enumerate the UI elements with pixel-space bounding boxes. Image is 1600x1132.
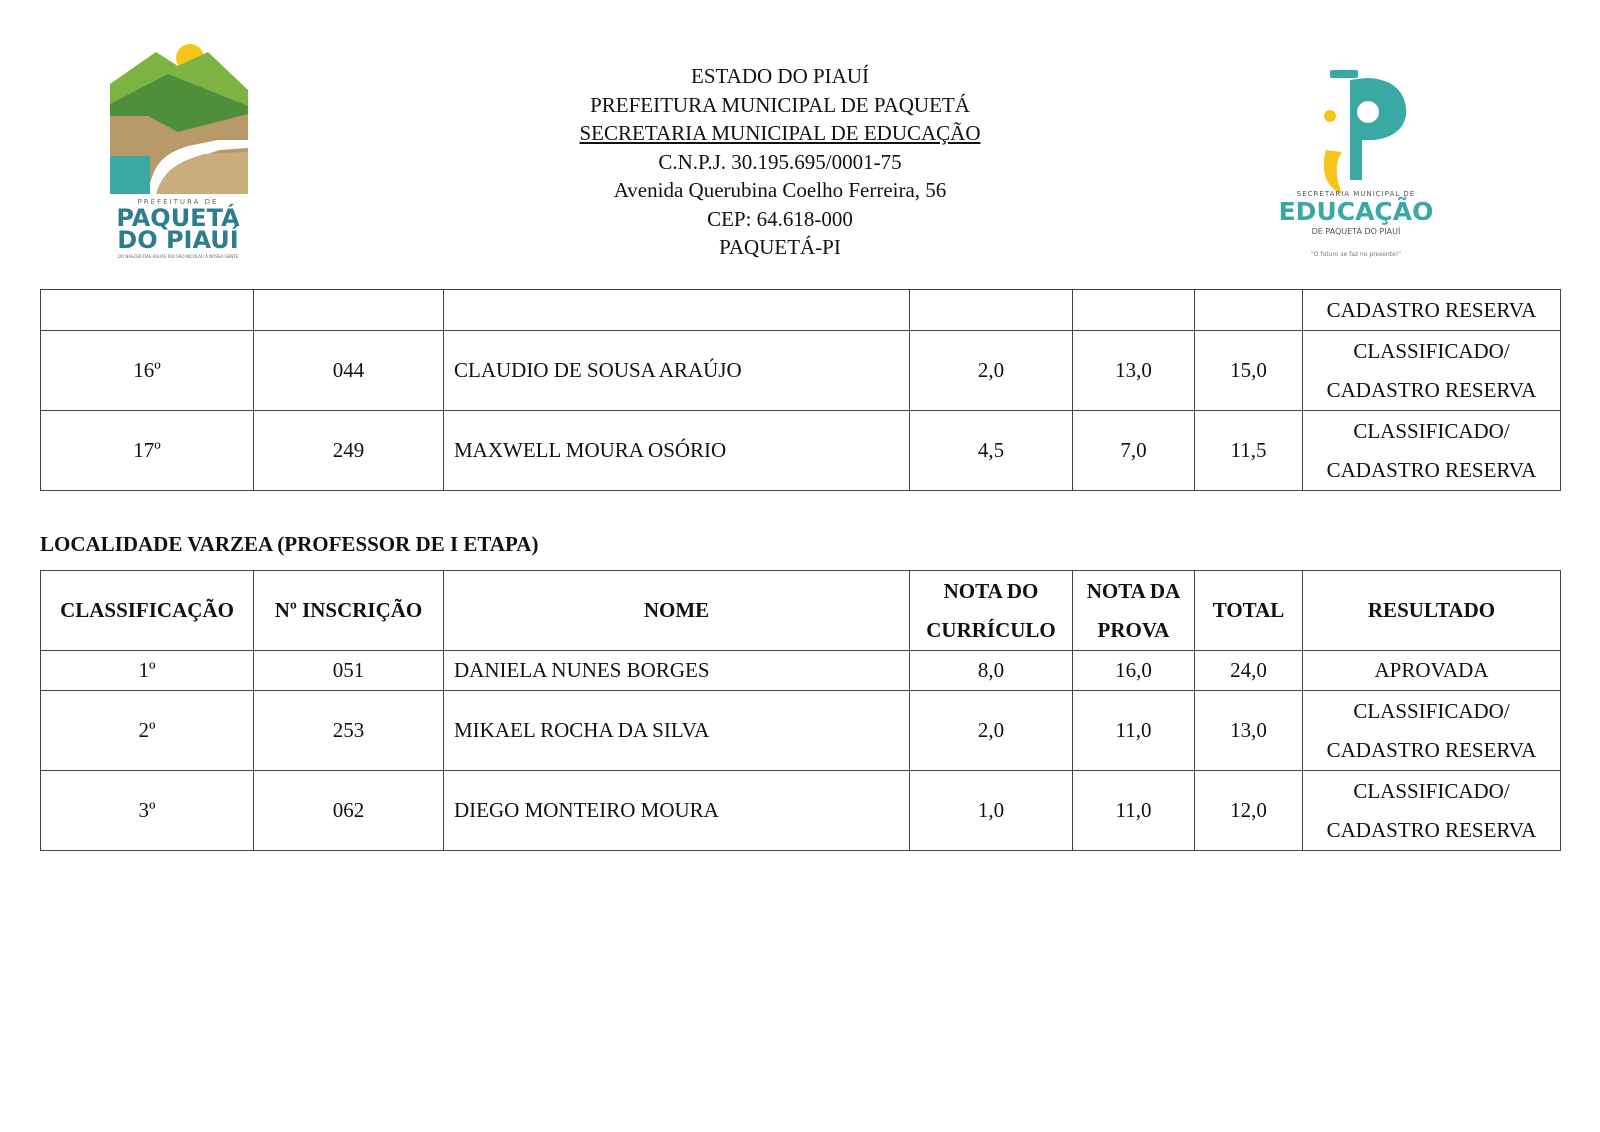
header-name: NOME: [444, 571, 910, 651]
cep: CEP: 64.618-000: [707, 206, 853, 231]
svg-text:PREFEITURA DE: PREFEITURA DE: [137, 198, 219, 206]
secretariat-name: SECRETARIA MUNICIPAL DE EDUCAÇÃO: [579, 121, 981, 145]
table-row: [41, 290, 1561, 331]
curriculum-score-cell: 1,0: [910, 771, 1073, 851]
logo-landscape-emblem: [108, 44, 248, 264]
result-line-2: CADASTRO RESERVA: [1326, 817, 1537, 842]
curriculum-score-cell: 2,0: [910, 691, 1073, 771]
name-cell: CLAUDIO DE SOUSA ARAÚJO: [444, 331, 910, 411]
results-table-varzea: [40, 570, 1561, 851]
paqueta-municipality-logo: [108, 44, 248, 264]
total-cell: 13,0: [1195, 691, 1303, 771]
total-cell: 15,0: [1195, 331, 1303, 411]
result-line-2: CADASTRO RESERVA: [1326, 377, 1537, 402]
curriculum-score-cell: 4,5: [910, 411, 1073, 491]
table-header-row: [41, 571, 1561, 651]
exam-score-cell: 7,0: [1073, 411, 1195, 491]
svg-text:"O futuro se faz no presente!": "O futuro se faz no presente!": [1311, 251, 1401, 258]
curriculum-score-cell: 2,0: [910, 331, 1073, 411]
svg-text:SECRETARIA MUNICIPAL DE: SECRETARIA MUNICIPAL DE: [1296, 190, 1416, 198]
position-cell: 17º: [41, 411, 254, 491]
result-cell: [1303, 331, 1561, 411]
svg-text:PAQUETÁ: PAQUETÁ: [116, 204, 240, 232]
result-cell: [1303, 411, 1561, 491]
total-cell: 24,0: [1195, 651, 1303, 691]
total-cell: 11,5: [1195, 411, 1303, 491]
result-line-1: CLASSIFICADO/: [1353, 338, 1510, 363]
name-cell: DANIELA NUNES BORGES: [444, 651, 910, 691]
curriculum-score-cell: 8,0: [910, 651, 1073, 691]
position-cell: 2º: [41, 691, 254, 771]
position-cell: 16º: [41, 331, 254, 411]
municipality-name: PREFEITURA MUNICIPAL DE PAQUETÁ: [590, 92, 970, 117]
registration-cell: 253: [254, 691, 444, 771]
registration-cell: 062: [254, 771, 444, 851]
header-registration: Nº INSCRIÇÃO: [254, 571, 444, 651]
section-title: LOCALIDADE VARZEA (PROFESSOR DE I ETAPA): [40, 532, 539, 556]
header-total: TOTAL: [1195, 571, 1303, 651]
education-secretariat-logo: [1278, 60, 1466, 270]
svg-text:DO NASCER DAS ÁGUAS RIO SÃO NI: DO NASCER DAS ÁGUAS RIO SÃO NICOLAU À NOSSA GENTE: [117, 254, 239, 259]
position-cell: 1º: [41, 651, 254, 691]
table-row: [41, 331, 1561, 411]
result-cell: [1303, 691, 1561, 771]
state-name: ESTADO DO PIAUÍ: [691, 64, 869, 88]
logo-p-emblem: [1278, 60, 1466, 270]
name-cell: DIEGO MONTEIRO MOURA: [444, 771, 910, 851]
position-cell: 3º: [41, 771, 254, 851]
registration-cell: 249: [254, 411, 444, 491]
exam-score-cell: 16,0: [1073, 651, 1195, 691]
name-cell: MIKAEL ROCHA DA SILVA: [444, 691, 910, 771]
result-line-2: CADASTRO RESERVA: [1326, 457, 1537, 482]
name-cell: MAXWELL MOURA OSÓRIO: [444, 411, 910, 491]
header-classification: CLASSIFICAÇÃO: [41, 571, 254, 651]
total-cell: 12,0: [1195, 771, 1303, 851]
exam-score-cell: 11,0: [1073, 771, 1195, 851]
registration-cell: 051: [254, 651, 444, 691]
result-line-1: CLASSIFICADO/: [1353, 778, 1510, 803]
city: PAQUETÁ-PI: [719, 235, 841, 259]
table-row: [41, 411, 1561, 491]
address: Avenida Querubina Coelho Ferreira, 56: [613, 178, 947, 202]
svg-text:DE PAQUETÁ DO PIAUÍ: DE PAQUETÁ DO PIAUÍ: [1311, 227, 1401, 236]
svg-text:DO PIAUÍ: DO PIAUÍ: [117, 226, 239, 254]
header-result: RESULTADO: [1303, 571, 1561, 651]
table-row: [41, 691, 1561, 771]
registration-cell: 044: [254, 331, 444, 411]
cnpj: C.N.P.J. 30.195.695/0001-75: [658, 149, 902, 174]
result-line-1: CLASSIFICADO/: [1353, 698, 1510, 723]
result-cell: [1303, 771, 1561, 851]
exam-score-cell: 13,0: [1073, 331, 1195, 411]
results-table-continued: [40, 289, 1561, 491]
institution-header: [480, 66, 1080, 266]
result-cell: CADASTRO RESERVA: [1303, 290, 1561, 331]
result-line-1: CLASSIFICADO/: [1353, 418, 1510, 443]
table-row: [41, 771, 1561, 851]
header-curriculum-score: NOTA DO CURRÍCULO: [910, 571, 1073, 651]
exam-score-cell: 11,0: [1073, 691, 1195, 771]
header-exam-score: NOTA DA PROVA: [1073, 571, 1195, 651]
result-cell: APROVADA: [1303, 651, 1561, 691]
result-line-2: CADASTRO RESERVA: [1326, 737, 1537, 762]
table-row: [41, 651, 1561, 691]
svg-text:EDUCAÇÃO: EDUCAÇÃO: [1278, 197, 1434, 226]
